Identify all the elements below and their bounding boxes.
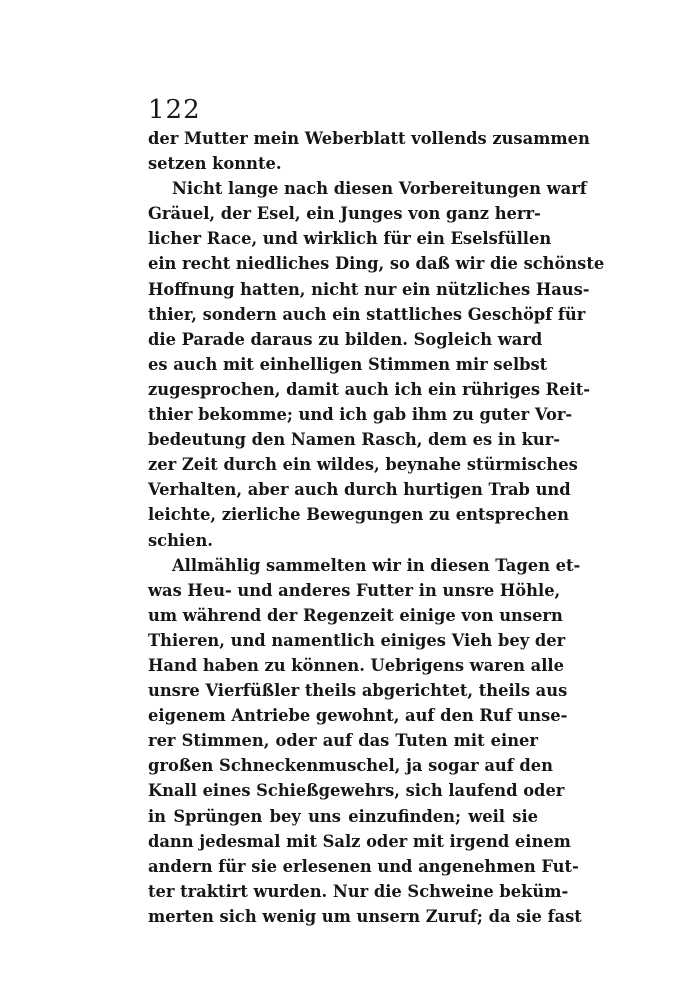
text-line: Gräuel, der Esel, ein Junges von ganz herr-: [148, 204, 541, 224]
text-line: merten sich wenig um unsern Zuruf; da sie fast: [148, 906, 582, 926]
text-line: Nicht lange nach diesen Vorbereitungen warf: [172, 179, 587, 199]
text-line: zugesprochen, damit auch ich ein rühriges Reit-: [148, 379, 591, 399]
page-number: 122: [148, 95, 201, 125]
text-line: Thieren, und namentlich einiges Vieh bey der: [148, 630, 566, 650]
text-line: ter traktirt wurden. Nur die Schweine beküm-: [148, 881, 569, 901]
text-line: setzen konnte.: [148, 154, 282, 174]
text-line: andern für sie erlesenen und angenehmen Fut-: [148, 856, 579, 876]
text-line: eigenem Antriebe gewohnt, auf den Ruf unse-: [148, 706, 568, 726]
text-line: Knall eines Schießgewehrs, sich laufend oder: [148, 781, 565, 801]
text-line: in Sprüngen bey uns einzufinden; weil sie: [148, 806, 538, 826]
text-line: thier bekomme; und ich gab ihm zu guter Vor-: [148, 405, 573, 425]
text-line: die Parade daraus zu bilden. Sogleich ward: [148, 329, 543, 349]
text-line: unsre Vierfüßler theils abgerichtet, theils aus: [148, 681, 568, 701]
text-line: Hand haben zu können. Uebrigens waren alle: [148, 655, 564, 675]
text-line: Allmählig sammelten wir in diesen Tagen et-: [172, 555, 581, 575]
text-line: dann jedesmal mit Salz oder mit irgend einem: [148, 831, 571, 851]
text-line: rer Stimmen, oder auf das Tuten mit einer: [148, 731, 538, 751]
body-text: [148, 126, 605, 929]
text-line: bedeutung den Namen Rasch, dem es in kur-: [148, 430, 561, 450]
text-line: was Heu- und anderes Futter in unsre Höhle,: [148, 580, 561, 600]
text-line: leichte, zierliche Bewegungen zu entsprechen: [148, 505, 569, 525]
text-line: thier, sondern auch ein stattliches Geschöpf für: [148, 304, 586, 324]
text-line: großen Schneckenmuschel, ja sogar auf den: [148, 756, 553, 776]
text-line: es auch mit einhelligen Stimmen mir selbst: [148, 354, 548, 374]
text-line: Hoffnung hatten, nicht nur ein nützliches Haus-: [148, 279, 590, 299]
text-line: der Mutter mein Weberblatt vollends zusammen: [148, 129, 590, 148]
text-line: licher Race, und wirklich für ein Eselsfüllen: [148, 229, 552, 249]
text-line: ein recht niedliches Ding, so daß wir die schönste: [148, 254, 605, 274]
text-line: Verhalten, aber auch durch hurtigen Trab und: [148, 480, 571, 500]
text-line: schien.: [148, 530, 213, 550]
text-line: zer Zeit durch ein wildes, beynahe stürmisches: [148, 455, 578, 475]
text-line: um während der Regenzeit einige von unsern: [148, 605, 563, 625]
